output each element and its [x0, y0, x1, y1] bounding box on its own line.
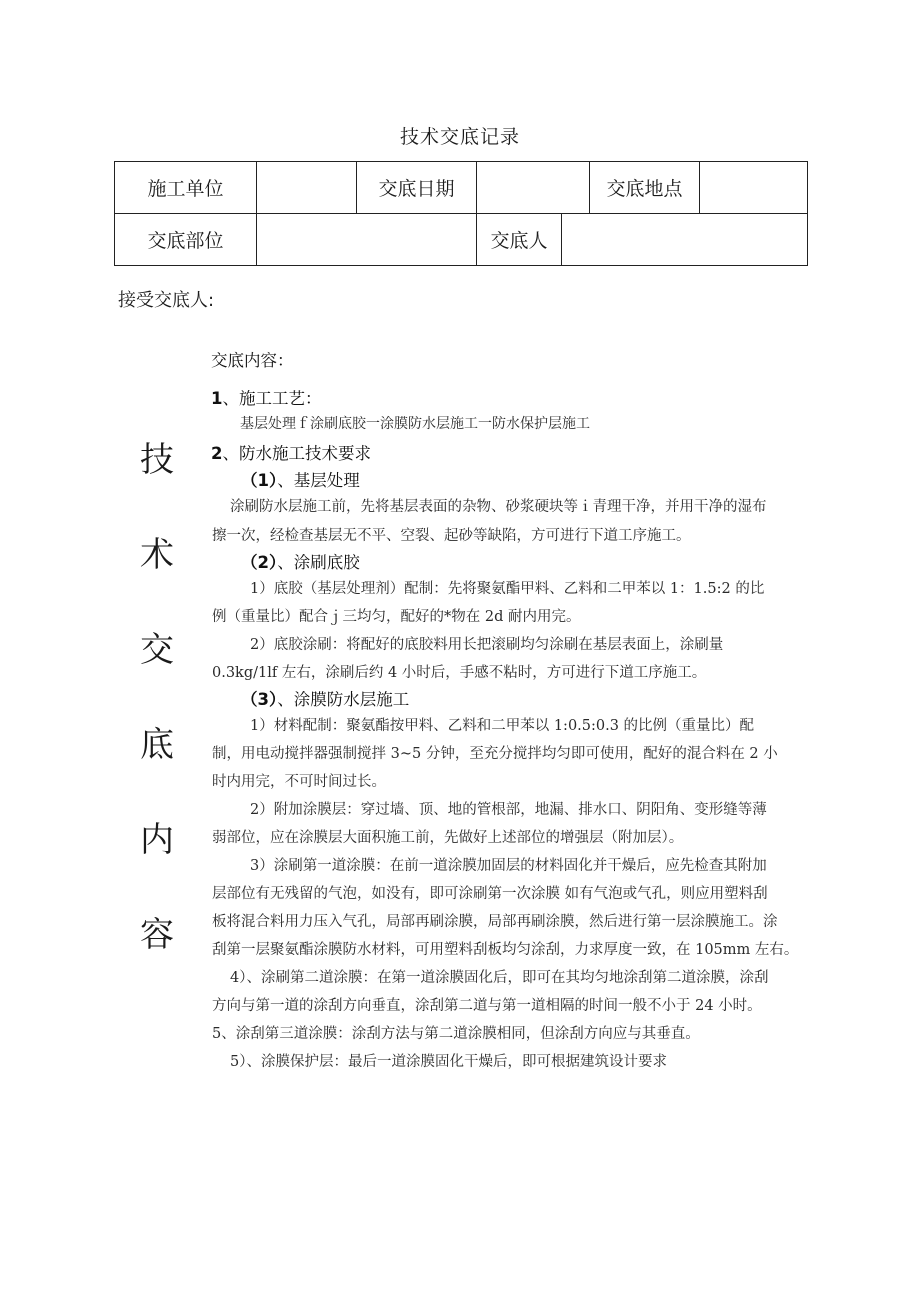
construction-unit-label: 施工单位	[115, 162, 257, 214]
date-label: 交底日期	[357, 162, 477, 214]
subsection-1-line-1: 涂刷防水层施工前，先将基层表面的杂物、砂浆硬块等ｉ青理干净，并用干净的湿布	[230, 499, 767, 515]
subsection-1-heading	[241, 467, 360, 491]
subsection-3-para-2-line-2: 弱部位，应在涂膜层大面积施工前，先做好上述部位的增强层（附加层）。	[212, 830, 684, 846]
subsection-3-title: 、涂膜防水层施工	[277, 690, 410, 709]
construction-unit-value[interactable]	[257, 162, 357, 214]
subsection-3-para-3-line-1: 3）涂刷第一道涂膜：在前一道涂膜加固层的材料固化并干燥后，应先检查其附加	[250, 858, 767, 874]
header-table	[114, 161, 808, 266]
section-2-number: 2	[211, 444, 223, 463]
subsection-3-para-1-line-3: 时内用完，不可时间过长。	[212, 774, 386, 790]
side-char-2: 术	[140, 535, 174, 575]
section-1-text: 基层处理ｆ涂刷底胶一涂膜防水层施工一防水保护层施工	[240, 416, 590, 432]
subsection-2-para-2-line-2: 0.3kg/1lf 左右，涂刷后约 4 小时后，手感不粘时，方可进行下道工序施工。	[212, 665, 707, 681]
section-1-number: 1	[211, 389, 223, 408]
section-2-title: 、防水施工技术要求	[222, 444, 371, 463]
subsection-3-heading	[241, 686, 409, 710]
subsection-3-para-3-line-4: 刮第一层聚氨酯涂膜防水材料，可用塑料刮板均匀涂刮，力求厚度一致，在 105mm 左右。	[212, 942, 799, 958]
subsection-2-title: 、涂刷底胶	[277, 553, 360, 572]
subsection-1-number: （1）	[241, 471, 278, 490]
subsection-3-para-2-line-1: 2）附加涂膜层：穿过墙、顶、地的管根部，地漏、排水口、阴阳角、变形缝等薄	[250, 802, 767, 818]
side-char-3: 交	[140, 630, 174, 670]
section-1-title: 、施工工艺：	[222, 389, 322, 408]
subsection-3-para-1-line-2: 制，用电动搅拌器强制搅拌 3~5 分钟，至充分搅拌均匀即可使用，配好的混合料在 2 小	[212, 746, 778, 762]
subsection-3-para-4-line-2: 方向与第一道的涂刮方向垂直，涂刮第二道与第一道相隔的时间一般不小于 24 小时。	[212, 998, 762, 1014]
subsection-1-title: 、基层处理	[277, 471, 360, 490]
subsection-2-para-2-line-1: 2）底胶涂刷：将配好的底胶料用长把滚刷均匀涂刷在基层表面上，涂刷量	[250, 637, 724, 653]
subsection-2-para-1-line-1: 1）底胶（基层处理剂）配制：先将聚氨酯甲料、乙料和二甲苯以 1：1.5:2 的比	[250, 581, 765, 597]
subsection-3-para-4-line-1: 4）、涂刷第二道涂膜：在第一道涂膜固化后，即可在其均匀地涂刮第二道涂膜，涂刮	[230, 970, 769, 986]
subsection-2-number: （2）	[241, 553, 278, 572]
subsection-3-para-6: 5）、涂膜保护层：最后一道涂膜固化干燥后，即可根据建筑设计要求	[230, 1054, 667, 1070]
part-value[interactable]	[257, 214, 477, 266]
section-2-heading	[211, 440, 371, 464]
header-row-1	[115, 162, 808, 214]
subsection-2-para-1-line-2: 例（重量比）配合ｊ三均匀，配好的*物在 2d 耐内用完。	[212, 609, 581, 625]
person-value[interactable]	[562, 214, 808, 266]
receiver-label: 接受交底人:	[118, 290, 215, 311]
side-char-4: 底	[140, 725, 174, 765]
side-char-1: 技	[140, 440, 174, 480]
subsection-2-heading	[241, 549, 360, 573]
part-label: 交底部位	[115, 214, 257, 266]
subsection-3-para-1-line-1: 1）材料配制：聚氨酯按甲料、乙料和二甲苯以 1:0.5:0.3 的比例（重量比）配	[250, 718, 755, 734]
side-char-5: 内	[140, 820, 174, 860]
person-label: 交底人	[477, 214, 562, 266]
subsection-1-line-2: 擦一次，经检查基层无不平、空裂、起砂等缺陷，方可进行下道工序施工。	[212, 528, 691, 544]
location-value[interactable]	[700, 162, 808, 214]
subsection-3-para-5: 5、涂刮第三道涂膜：涂刮方法与第二道涂膜相同，但涂刮方向应与其垂直。	[212, 1026, 700, 1042]
date-value[interactable]	[477, 162, 590, 214]
header-row-2	[115, 214, 808, 266]
content-heading: 交底内容：	[211, 351, 294, 370]
subsection-3-para-3-line-2: 层部位有无残留的气泡，如没有，即可涂刷第一次涂膜 如有气泡或气孔，则应用塑料刮	[212, 886, 768, 902]
side-char-6: 容	[140, 915, 174, 955]
section-1-heading	[211, 385, 321, 409]
document-title: 技术交底记录	[399, 126, 520, 148]
subsection-3-para-3-line-3: 板将混合料用力压入气孔，局部再刷涂膜，局部再刷涂膜，然后进行第一层涂膜施工。涂	[212, 914, 778, 930]
subsection-3-number: （3）	[241, 690, 278, 709]
location-label: 交底地点	[590, 162, 700, 214]
